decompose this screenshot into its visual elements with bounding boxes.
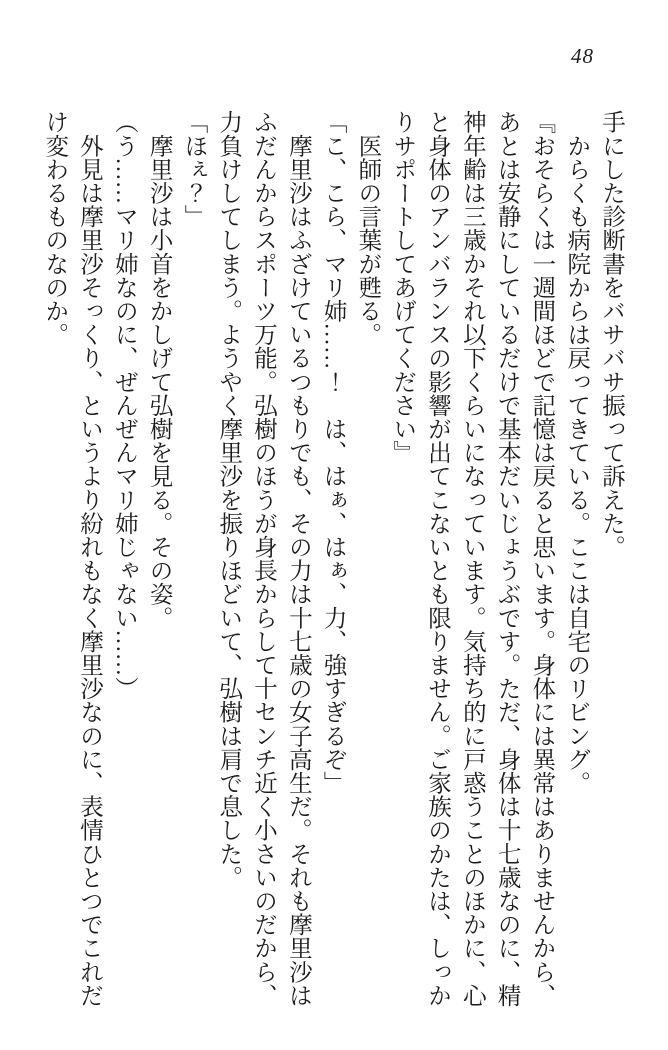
text-line: ふだんからスポーツ万能。弘樹のほうが身長からして十センチ近く小さいのだから、	[250, 110, 277, 1007]
text-line: 医師の言葉が甦る。	[354, 110, 381, 346]
text-line: あとは安静にしているだけで基本だいじょうぶです。ただ、身体は十七歳なのに、精	[493, 110, 520, 1007]
text-line: け変わるものなのか。	[41, 110, 68, 346]
text-line: りサポートしてあげてください』	[389, 110, 416, 464]
vertical-text-block	[36, 110, 628, 1010]
text-line: 力負けしてしまう。ようやく摩里沙を振りほどいて、弘樹は肩で息した。	[215, 110, 242, 889]
text-line: と身体のアンバランスの影響が出てこないとも限りません。ご家族のかたは、しっか	[424, 110, 451, 1007]
text-line: 手にした診断書をバサバサ振って訴えた。	[598, 110, 624, 559]
page-number: 48	[571, 44, 594, 68]
text-line: 「こ、こら、マリ姉……！ は、はぁ、はぁ、力、強すぎるぞ」	[319, 110, 346, 795]
text-line: 「ほぇ？」	[180, 110, 207, 228]
text-line: 『おそらくは一週間ほどで記憶は戻ると思います。身体には異常はありませんから、	[528, 110, 555, 1007]
text-line: からくも病院からは戻ってきている。ここは自宅のリビング。	[563, 110, 590, 795]
text-line: 摩里沙は小首をかしげて弘樹を見る。その姿。	[145, 110, 172, 630]
text-line: 外見は摩里沙そっくり、というより紛れもなく摩里沙なのに、表情ひとつでこれだ	[76, 110, 103, 1007]
text-line: （う……マリ姉なのに、ぜんぜんマリ姉じゃない……）	[110, 110, 137, 700]
text-line: 摩里沙はふざけているつもりでも、その力は十七歳の女子高生だ。それも摩里沙は	[284, 110, 311, 1007]
text-line: 神年齢は三歳かそれ以下くらいになっています。気持ち的に戸惑うことのほかに、心	[458, 110, 485, 1007]
